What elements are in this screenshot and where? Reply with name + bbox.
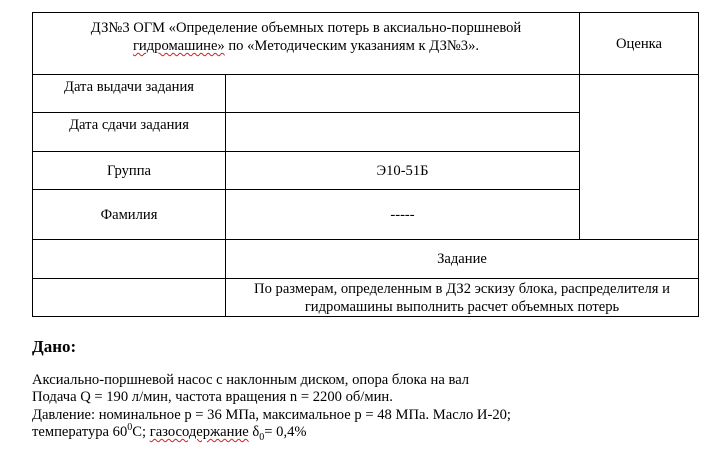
assignment-form-table [32,12,699,317]
assignment-title-cell [33,13,580,75]
given-line-2: Подача Q = 190 л/мин, частота вращения n = 2200 об/мин. [32,389,393,406]
issue-date-row [33,75,699,113]
task-empty-cell [33,240,226,279]
given-paragraph [32,372,692,441]
task-text-line1: По размерам, определенным в ДЗ2 эскизу блока, распределителя и [254,280,670,297]
task-text-cell [226,279,699,317]
given-heading: Дано: [32,337,77,356]
delta-symbol: δ [248,423,260,440]
gas-content-value: = 0,4% [264,423,307,440]
delta-subscript: 0 [259,431,265,443]
surname-value[interactable]: ----- [226,190,580,240]
spellcheck-word: гидромашине» [132,38,225,54]
assignment-title-line2 [37,37,575,55]
surname-label: Фамилия [33,190,226,240]
title-row [33,13,699,75]
spellcheck-word-gas: газосодержание [149,423,249,440]
task-label: Задание [226,240,699,279]
given-line-3: Давление: номинальное p = 36 МПа, максимальное p = 48 МПа. Масло И-20; [32,406,511,423]
due-date-value[interactable] [226,113,580,152]
task-text-line2: гидромашины выполнить расчет объемных потерь [304,298,620,315]
assignment-title-line1: ДЗ№3 ОГМ «Определение объемных потерь в аксиально-поршневой [90,20,522,36]
given-line-4 [32,424,692,441]
task-header-row [33,240,699,279]
temperature-prefix: температура 60 [32,423,128,440]
grade-value-cell[interactable] [580,75,699,240]
temperature-suffix: С; [132,423,150,440]
temperature-degree: 0 [127,422,133,434]
task-text-empty-cell [33,279,226,317]
issue-date-value[interactable] [226,75,580,113]
group-label: Группа [33,152,226,190]
assignment-title-line2-rest: по «Методическим указаниям к ДЗ№3». [224,38,480,54]
issue-date-label: Дата выдачи задания [33,75,226,113]
given-line-1: Аксиально-поршневой насос с наклонным диском, опора блока на вал [32,372,470,388]
grade-label: Оценка [580,13,699,75]
group-value[interactable]: Э10-51Б [226,152,580,190]
task-text-row [33,279,699,317]
due-date-label: Дата сдачи задания [33,113,226,152]
